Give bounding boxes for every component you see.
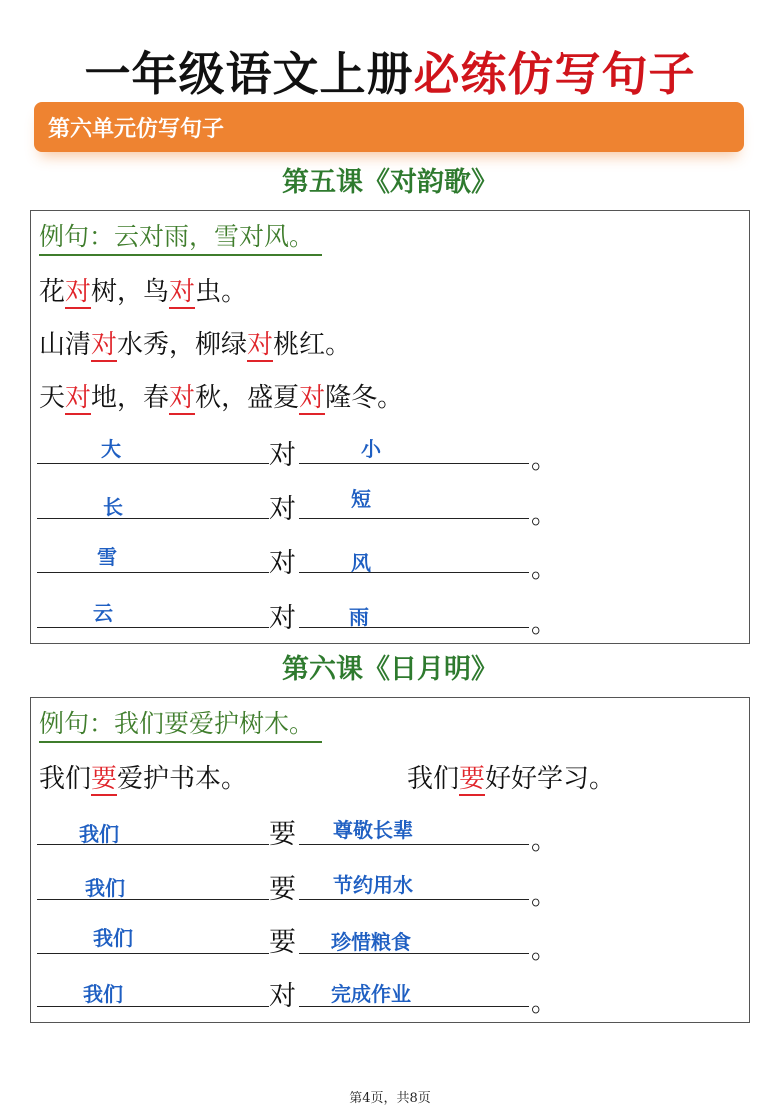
blank-line bbox=[299, 518, 529, 519]
text: 树，鸟 bbox=[91, 277, 170, 307]
page-title bbox=[0, 38, 780, 104]
middle-word: 对 bbox=[269, 981, 296, 1012]
text: 秋，盛夏 bbox=[195, 383, 300, 413]
end-mark: 。 bbox=[531, 881, 558, 911]
blank-line bbox=[299, 627, 529, 628]
blank-line bbox=[37, 899, 269, 900]
end-mark: 。 bbox=[531, 826, 558, 856]
end-mark: 。 bbox=[531, 609, 558, 639]
text: 地，春 bbox=[91, 383, 170, 413]
answer-right: 雨 bbox=[349, 605, 369, 629]
blank-line bbox=[299, 1006, 529, 1007]
middle-word: 对 bbox=[269, 494, 296, 525]
page-number: 第4页，共8页 bbox=[349, 1091, 431, 1106]
answer-right: 尊敬长辈 bbox=[333, 818, 413, 842]
unit-banner-label: 第六单元仿写句子 bbox=[48, 116, 225, 142]
blank-line bbox=[37, 844, 269, 845]
text: 水秀，柳绿 bbox=[117, 330, 248, 360]
answer-right: 短 bbox=[351, 487, 371, 511]
lesson6-example: 例句：我们要爱护树木。 bbox=[39, 704, 322, 743]
answer-right: 风 bbox=[351, 551, 371, 575]
blank-line bbox=[299, 463, 529, 464]
blank-line bbox=[37, 518, 269, 519]
lesson5-sentence-3 bbox=[39, 377, 403, 414]
answer-left: 我们 bbox=[85, 876, 125, 900]
text: 爱护书本。 bbox=[117, 764, 248, 794]
middle-word: 要 bbox=[269, 927, 296, 958]
lesson5-title: 第五课《对韵歌》 bbox=[282, 167, 498, 198]
blank-line bbox=[299, 899, 529, 900]
lesson5-sentence-2 bbox=[39, 324, 351, 361]
blank-line bbox=[299, 572, 529, 573]
answer-left: 长 bbox=[103, 495, 123, 519]
highlight-word: 要 bbox=[459, 764, 486, 794]
lesson6-box bbox=[30, 697, 750, 1023]
lesson5-box bbox=[30, 210, 750, 644]
blank-line bbox=[37, 463, 269, 464]
text: 我们 bbox=[39, 764, 92, 794]
highlight-word: 对 bbox=[65, 383, 92, 413]
middle-word: 要 bbox=[269, 874, 296, 905]
lesson6-sentence-left bbox=[39, 758, 247, 795]
lesson5-example: 例句：云对雨，雪对风。 bbox=[39, 217, 322, 256]
text: 桃红。 bbox=[273, 330, 352, 360]
lesson6-title: 第六课《日月明》 bbox=[282, 654, 498, 685]
text: 山清 bbox=[39, 330, 92, 360]
answer-left: 雪 bbox=[97, 545, 117, 569]
answer-left: 我们 bbox=[93, 926, 133, 950]
blank-line bbox=[37, 572, 269, 573]
answer-left: 大 bbox=[101, 437, 121, 461]
highlight-word: 要 bbox=[91, 764, 118, 794]
blank-line bbox=[299, 953, 529, 954]
highlight-word: 对 bbox=[65, 277, 92, 307]
unit-banner bbox=[34, 102, 744, 152]
end-mark: 。 bbox=[531, 500, 558, 530]
text: 隆冬。 bbox=[325, 383, 404, 413]
answer-right: 珍惜粮食 bbox=[331, 930, 411, 954]
end-mark: 。 bbox=[531, 935, 558, 965]
answer-right: 完成作业 bbox=[331, 982, 411, 1006]
lesson5-sentence-1 bbox=[39, 271, 247, 308]
middle-word: 对 bbox=[269, 548, 296, 579]
end-mark: 。 bbox=[531, 554, 558, 584]
highlight-word: 对 bbox=[299, 383, 326, 413]
highlight-word: 对 bbox=[91, 330, 118, 360]
text: 我们 bbox=[407, 764, 460, 794]
text: 花 bbox=[39, 277, 66, 307]
blank-line bbox=[37, 953, 269, 954]
answer-left: 我们 bbox=[79, 822, 119, 846]
end-mark: 。 bbox=[531, 445, 558, 475]
answer-left: 云 bbox=[93, 601, 113, 625]
text: 天 bbox=[39, 383, 66, 413]
middle-word: 要 bbox=[269, 819, 296, 850]
text: 好好学习。 bbox=[485, 764, 616, 794]
page-title-black: 一年级语文上册 bbox=[84, 47, 414, 101]
middle-word: 对 bbox=[269, 603, 296, 634]
answer-left: 我们 bbox=[83, 982, 123, 1006]
blank-line bbox=[299, 844, 529, 845]
highlight-word: 对 bbox=[169, 277, 196, 307]
page-title-red: 必练仿写句子 bbox=[413, 47, 696, 101]
lesson6-sentence-right bbox=[407, 758, 615, 795]
highlight-word: 对 bbox=[247, 330, 274, 360]
blank-line bbox=[37, 627, 269, 628]
end-mark: 。 bbox=[531, 988, 558, 1018]
highlight-word: 对 bbox=[169, 383, 196, 413]
middle-word: 对 bbox=[269, 440, 296, 471]
text: 虫。 bbox=[195, 277, 248, 307]
answer-right: 小 bbox=[361, 437, 381, 461]
answer-right: 节约用水 bbox=[333, 873, 413, 897]
blank-line bbox=[37, 1006, 269, 1007]
